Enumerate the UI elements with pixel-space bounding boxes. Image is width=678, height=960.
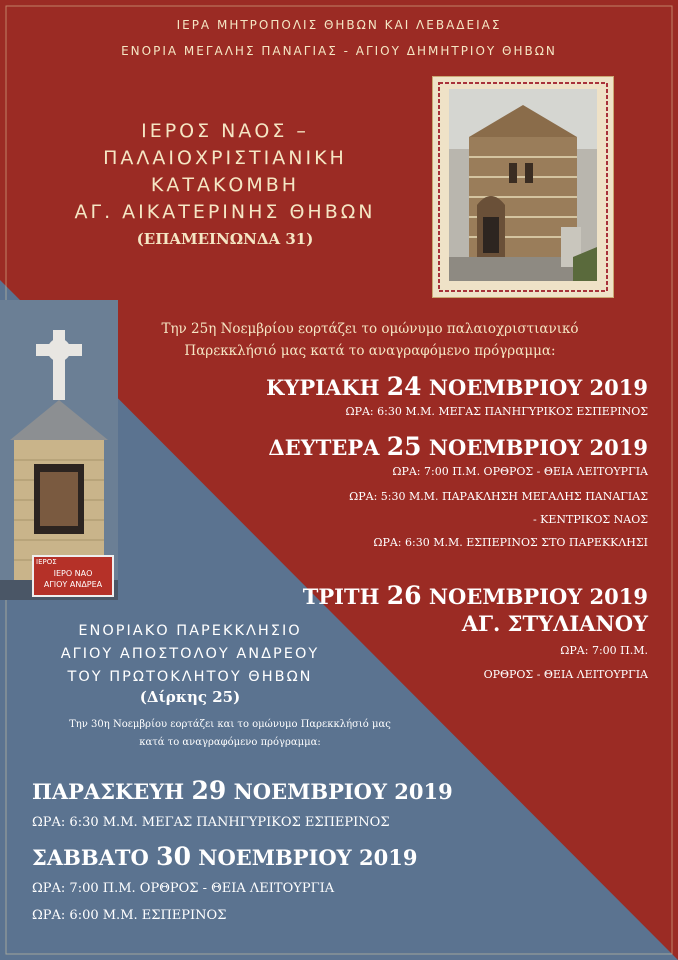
schedule1-day-2-month: ΝΟΕΜΒΡΙΟΥ 2019	[428, 435, 648, 460]
shrine-sign-line-2: ΙΕΡΟ ΝΑΟ	[53, 569, 93, 578]
church2-intro-line-2: κατά το αναγραφόμενο πρόγραμμα:	[139, 737, 321, 748]
schedule1-day-3-name: ΤΡΙΤΗ	[302, 584, 380, 609]
schedule1-day-3-subtitle: ΑΓ. ΣΤΥΛΙΑΝΟΥ	[461, 611, 648, 636]
schedule2-day-1-month: ΝΟΕΜΒΡΙΟΥ 2019	[233, 779, 453, 804]
schedule2-day-1-name: ΠΑΡΑΣΚΕΥΗ	[32, 779, 185, 804]
schedule1-day-2-line-1: ΩΡΑ: 7:00 Π.Μ. ΟΡΘΡΟΣ - ΘΕΙΑ ΛΕΙΤΟΥΡΓΙΑ	[392, 465, 648, 478]
schedule1-day-1-heading	[266, 372, 648, 401]
church2-title-line-1: ΕΝΟΡΙΑΚΟ ΠΑΡΕΚΚΛΗΣΙΟ	[78, 623, 302, 639]
church1-title-line-3: ΚΑΤΑΚΟΜΒΗ	[150, 174, 300, 196]
shrine-sign-line-1: ΙΕΡΟΣ	[36, 558, 57, 566]
church-photo-frame	[432, 76, 614, 298]
schedule2-day-1-heading	[32, 776, 453, 805]
schedule1-day-2-heading	[268, 432, 648, 461]
church2-intro	[20, 716, 440, 752]
church1-intro-line-2: Παρεκκλήσιό μας κατά το αναγραφόμενο πρόγραμμα:	[184, 343, 556, 359]
church2-title-line-3: ΤΟΥ ΠΡΩΤΟΚΛΗΤΟΥ ΘΗΒΩΝ	[67, 669, 313, 685]
church2-intro-line-1: Την 30η Νοεμβρίου εορτάζει και το ομώνυμο Παρεκκλήσιό μας	[69, 719, 391, 730]
church-photo	[433, 77, 613, 297]
church2-address: (Δίρκης 25)	[139, 688, 241, 706]
shrine-sign-line-3: ΑΓΙΟΥ ΑΝΔΡΕΑ	[43, 580, 103, 589]
schedule2-day-2-date: 30	[156, 842, 191, 871]
church1-intro	[90, 318, 650, 362]
header-line-1: ΙΕΡΑ ΜΗΤΡΟΠΟΛΙΣ ΘΗΒΩΝ ΚΑΙ ΛΕΒΑΔΕΙΑΣ	[176, 18, 502, 32]
church1-title	[60, 118, 390, 226]
schedule1-day-1-month: ΝΟΕΜΒΡΙΟΥ 2019	[428, 375, 648, 400]
schedule1-day-2-date: 25	[386, 432, 422, 461]
schedule2-day-2-line-2: ΩΡΑ: 6:00 Μ.Μ. ΕΣΠΕΡΙΝΟΣ	[32, 908, 227, 923]
church1-intro-line-1: Την 25η Νοεμβρίου εορτάζει το ομώνυμο παλαιοχριστιανικό	[161, 321, 579, 337]
schedule1-day-1-line-1: ΩΡΑ: 6:30 Μ.Μ. ΜΕΓΑΣ ΠΑΝΗΓΥΡΙΚΟΣ ΕΣΠΕΡΙΝΟΣ	[345, 405, 648, 418]
schedule1-day-3-line-2: ΟΡΘΡΟΣ - ΘΕΙΑ ΛΕΙΤΟΥΡΓΙΑ	[483, 668, 648, 681]
church1-address: (ΕΠΑΜΕΙΝΩΝΔΑ 31)	[136, 230, 314, 248]
schedule1-day-2-line-4: ΩΡΑ: 6:30 Μ.Μ. ΕΣΠΕΡΙΝΟΣ ΣΤΟ ΠΑΡΕΚΚΛΗΣΙ	[373, 536, 648, 549]
schedule2-day-1-line-1: ΩΡΑ: 6:30 Μ.Μ. ΜΕΓΑΣ ΠΑΝΗΓΥΡΙΚΟΣ ΕΣΠΕΡΙΝΟΣ	[32, 815, 390, 830]
schedule1-day-1-date: 24	[386, 372, 422, 401]
schedule2-day-2-name: ΣΑΒΒΑΤΟ	[32, 845, 149, 870]
schedule1-day-2-line-2: ΩΡΑ: 5:30 Μ.Μ. ΠΑΡΑΚΛΗΣΗ ΜΕΓΑΛΗΣ ΠΑΝΑΓΙΑΣ	[349, 490, 648, 503]
schedule1-day-1-name: ΚΥΡΙΑΚΗ	[266, 375, 380, 400]
schedule2-day-2-month: ΝΟΕΜΒΡΙΟΥ 2019	[198, 845, 418, 870]
church2-title	[40, 620, 340, 689]
church1-title-line-2: ΠΑΛΑΙΟΧΡΙΣΤΙΑΝΙΚΗ	[103, 147, 347, 169]
schedule2-day-1-date: 29	[191, 776, 227, 805]
shrine-sign	[32, 555, 114, 597]
schedule2-day-2-line-1: ΩΡΑ: 7:00 Π.Μ. ΟΡΘΡΟΣ - ΘΕΙΑ ΛΕΙΤΟΥΡΓΙΑ	[32, 881, 335, 896]
schedule1-day-2-line-3: - ΚΕΝΤΡΙΚΟΣ ΝΑΟΣ	[532, 513, 648, 526]
schedule2-day-2-heading	[32, 842, 417, 871]
schedule1-day-3-month: ΝΟΕΜΒΡΙΟΥ 2019	[428, 584, 648, 609]
schedule1-day-3-date: 26	[386, 581, 422, 610]
church1-title-line-4: ΑΓ. ΑΙΚΑΤΕΡΙΝΗΣ ΘΗΒΩΝ	[74, 201, 376, 223]
church2-title-line-2: ΑΓΙΟΥ ΑΠΟΣΤΟΛΟΥ ΑΝΔΡΕΟΥ	[60, 646, 320, 662]
church1-title-line-1: ΙΕΡΟΣ ΝΑΟΣ –	[141, 120, 309, 142]
schedule1-day-2-name: ΔΕΥΤΕΡΑ	[268, 435, 380, 460]
header-line-2: ΕΝΟΡΙΑ ΜΕΓΑΛΗΣ ΠΑΝΑΓΙΑΣ - ΑΓΙΟΥ ΔΗΜΗΤΡΙΟΥ ΘΗΒΩΝ	[121, 44, 557, 58]
schedule1-day-3-heading	[303, 581, 648, 610]
schedule1-day-3-line-1: ΩΡΑ: 7:00 Π.Μ.	[560, 644, 648, 657]
